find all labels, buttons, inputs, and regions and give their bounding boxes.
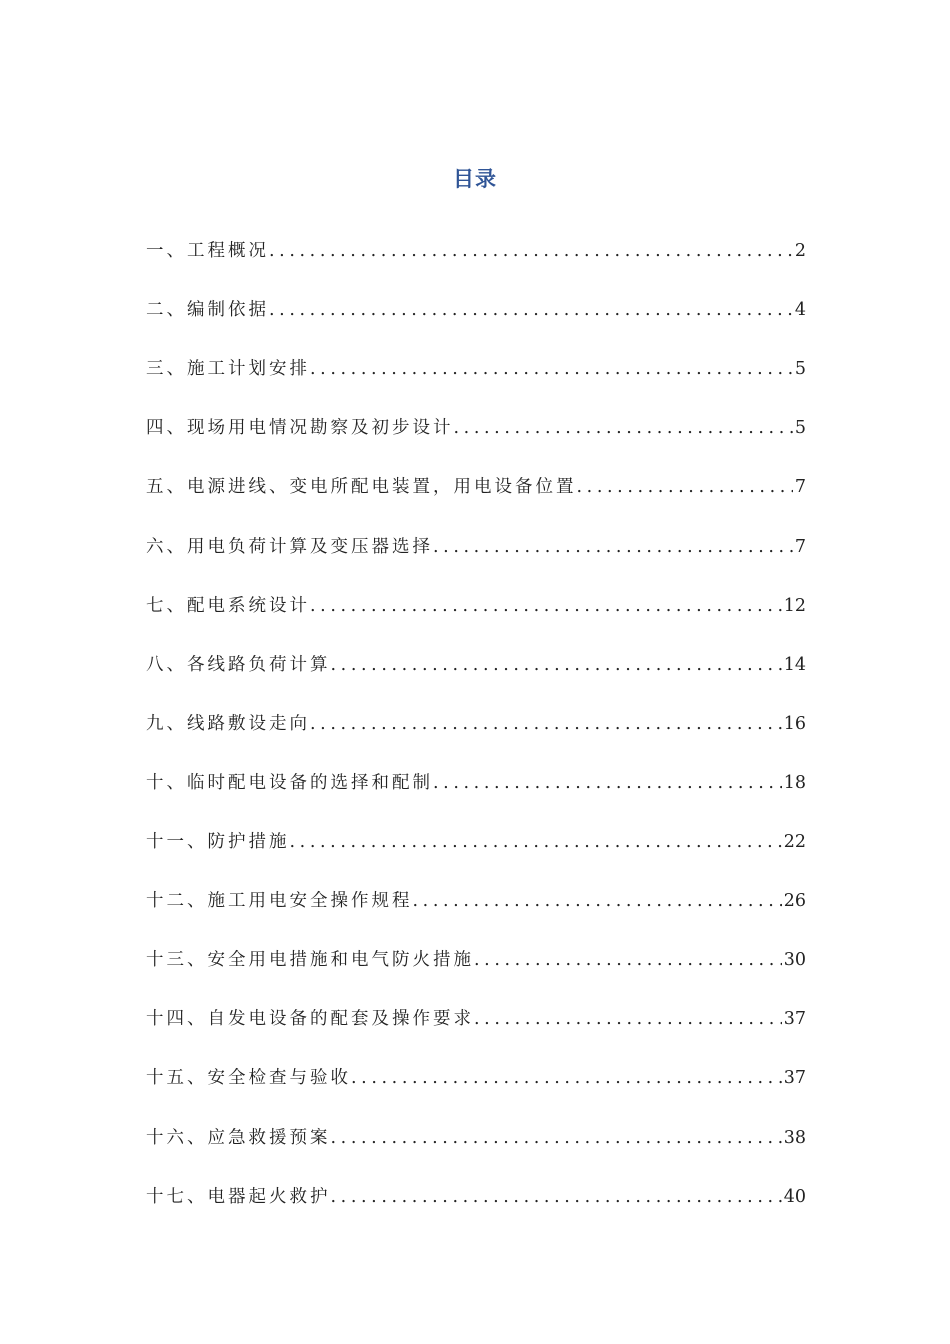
toc-entry-label: 七、配电系统设计 [146, 595, 310, 616]
toc-entry-label: 十二、施工用电安全操作规程 [146, 891, 413, 912]
toc-entry[interactable] [146, 507, 806, 566]
toc-entry[interactable] [146, 1158, 806, 1217]
toc-dot-leader [474, 940, 782, 980]
toc-entry-page: 7 [794, 536, 806, 557]
toc-dot-leader [454, 408, 793, 448]
toc-dot-leader [290, 822, 782, 862]
toc-entry-label: 十、临时配电设备的选择和配制 [146, 772, 433, 793]
toc-entry-page: 16 [783, 713, 806, 734]
toc-dot-leader [474, 999, 782, 1039]
toc-dot-leader [351, 1058, 782, 1098]
toc-entry-page: 40 [783, 1186, 806, 1207]
toc-entry[interactable] [146, 212, 806, 271]
toc-dot-leader [433, 763, 782, 803]
toc-dot-leader [433, 527, 793, 567]
toc-entry[interactable] [146, 389, 806, 448]
toc-entry[interactable] [146, 980, 806, 1039]
toc-entry-label: 四、现场用电情况勘察及初步设计 [146, 418, 454, 439]
toc-entry[interactable] [146, 626, 806, 685]
toc-entry-page: 5 [794, 418, 806, 439]
toc-entry-page: 2 [794, 241, 806, 262]
toc-entry-label: 十三、安全用电措施和电气防火措施 [146, 950, 474, 971]
toc-dot-leader [331, 1177, 782, 1217]
toc-entry-page: 38 [783, 1127, 806, 1148]
toc-entry-page: 12 [783, 595, 806, 616]
toc-entry[interactable] [146, 921, 806, 980]
toc-list [146, 212, 806, 1217]
toc-dot-leader [310, 586, 782, 626]
toc-entry-label: 十四、自发电设备的配套及操作要求 [146, 1009, 474, 1030]
toc-entry[interactable] [146, 685, 806, 744]
toc-entry-page: 14 [783, 654, 806, 675]
toc-entry-page: 7 [794, 477, 806, 498]
toc-entry-page: 22 [783, 832, 806, 853]
toc-entry-label: 一、工程概况 [146, 241, 269, 262]
toc-entry[interactable] [146, 448, 806, 507]
toc-entry-page: 4 [794, 300, 806, 321]
toc-entry[interactable] [146, 862, 806, 921]
toc-entry-page: 37 [783, 1009, 806, 1030]
toc-dot-leader [331, 1118, 782, 1158]
toc-dot-leader [269, 231, 793, 271]
toc-entry-label: 六、用电负荷计算及变压器选择 [146, 536, 433, 557]
toc-entry-label: 十五、安全检查与验收 [146, 1068, 351, 1089]
toc-dot-leader [310, 349, 793, 389]
toc-entry[interactable] [146, 1098, 806, 1157]
toc-entry[interactable] [146, 1039, 806, 1098]
toc-dot-leader [331, 645, 782, 685]
toc-entry-label: 五、电源进线、变电所配电装置，用电设备位置 [146, 477, 577, 498]
toc-entry-label: 九、线路敷设走向 [146, 713, 310, 734]
toc-title: 目录 [453, 167, 497, 191]
toc-entry-label: 十一、防护措施 [146, 832, 290, 853]
toc-dot-leader [413, 881, 782, 921]
toc-entry[interactable] [146, 803, 806, 862]
toc-entry-page: 30 [783, 950, 806, 971]
toc-entry[interactable] [146, 271, 806, 330]
toc-entry-label: 十七、电器起火救护 [146, 1186, 331, 1207]
toc-entry-page: 26 [783, 891, 806, 912]
toc-dot-leader [577, 467, 793, 507]
toc-dot-leader [269, 290, 793, 330]
toc-entry-label: 八、各线路负荷计算 [146, 654, 331, 675]
toc-entry-page: 5 [794, 359, 806, 380]
toc-entry[interactable] [146, 744, 806, 803]
toc-entry-label: 二、编制依据 [146, 300, 269, 321]
toc-entry[interactable] [146, 567, 806, 626]
toc-entry-label: 十六、应急救援预案 [146, 1127, 331, 1148]
toc-dot-leader [310, 704, 782, 744]
toc-entry-label: 三、施工计划安排 [146, 359, 310, 380]
toc-entry[interactable] [146, 330, 806, 389]
toc-entry-page: 18 [783, 772, 806, 793]
toc-entry-page: 37 [783, 1068, 806, 1089]
